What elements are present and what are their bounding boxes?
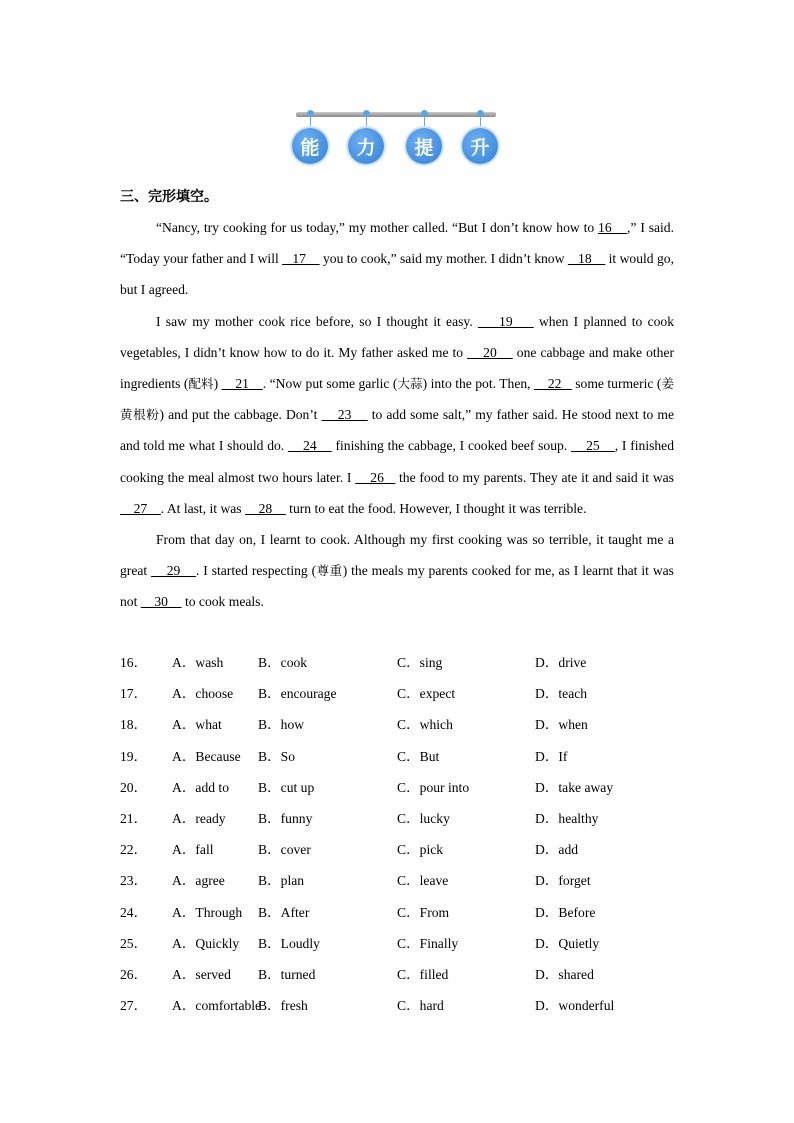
- option-c: C．leave: [397, 873, 449, 889]
- passage-text: it would go, but I agreed.: [120, 251, 674, 298]
- passage-text: when I planned to cook vegetables, I didn’t know how to do it. My father asked me to: [120, 313, 675, 360]
- banner-char: 提: [406, 128, 442, 164]
- option-b: B．funny: [258, 810, 313, 826]
- option-row: [120, 928, 680, 959]
- option-a: A．fall: [172, 842, 214, 858]
- option-a: A．what: [172, 717, 222, 733]
- option-a: A．Through: [172, 904, 243, 920]
- passage-text: . “Now put some garlic (: [262, 376, 398, 392]
- option-d: D．teach: [535, 686, 588, 702]
- passage-text: the food to my parents. They ate it and said it was: [395, 469, 674, 485]
- option-a: A．wash: [172, 655, 224, 670]
- passage-text: some turmeric (: [571, 376, 662, 392]
- option-c: C．But: [397, 748, 440, 764]
- option-d: D．Before: [535, 904, 596, 920]
- question-number: 16．: [120, 655, 148, 670]
- option-c: C．pour into: [397, 779, 470, 795]
- answer-blank: 18: [567, 251, 606, 267]
- option-row: [120, 959, 680, 990]
- answer-blank: 17: [282, 251, 320, 267]
- question-number: 21．: [120, 810, 148, 826]
- answer-blank: 28: [245, 500, 286, 516]
- question-number: 17．: [120, 686, 148, 702]
- option-row: [120, 865, 680, 896]
- answer-blank: 16: [598, 220, 628, 235]
- option-b: B．cook: [258, 655, 308, 670]
- option-c: C．Finally: [397, 935, 459, 951]
- option-a: A．served: [172, 966, 231, 982]
- question-number: 27．: [120, 998, 148, 1014]
- option-row: [120, 990, 680, 1021]
- question-number: 19．: [120, 748, 148, 764]
- option-row: [120, 647, 680, 678]
- passage-text: turn to eat the food. However, I thought it was terrible.: [285, 500, 587, 516]
- banner-char: 力: [348, 128, 384, 164]
- option-a: A．add to: [172, 779, 230, 795]
- option-d: D．wonderful: [535, 998, 615, 1014]
- passage-text: ) the meals my parents cooked for me, as I learnt that it was not: [120, 563, 674, 610]
- option-row: [120, 741, 680, 772]
- option-d: D．forget: [535, 873, 591, 889]
- answer-blank: 25: [571, 438, 615, 454]
- option-b: B．encourage: [258, 686, 337, 702]
- answer-blank: 22: [534, 376, 572, 392]
- option-a: A．choose: [172, 686, 234, 702]
- option-d: D．If: [535, 748, 568, 764]
- ability-banner: [292, 108, 504, 168]
- passage-text: . At last, it was: [160, 500, 245, 516]
- section-title: 三、完形填空。: [120, 189, 218, 205]
- passage-text: you to cook,” said my mother. I didn’t know: [319, 251, 568, 267]
- question-number: 20．: [120, 779, 148, 795]
- option-c: C．lucky: [397, 810, 450, 826]
- passage-text: 配料: [188, 376, 214, 392]
- passage-text: From that day on, I learnt to cook. Although my first cooking was so terrible, it taught me a great: [120, 532, 674, 579]
- passage-text: ): [213, 376, 222, 392]
- option-row: [120, 772, 680, 803]
- passage-text: . I started respecting (: [195, 563, 317, 579]
- passage-text: finishing the cabbage, I cooked beef soup.: [331, 438, 571, 454]
- option-row: [120, 834, 680, 865]
- option-b: B．turned: [258, 966, 316, 982]
- passage-text: , I finished cooking the meal almost two hours later. I: [120, 438, 675, 485]
- passage-text: to add some salt,” my father said. He stood next to me and told me what I should do.: [120, 407, 674, 454]
- option-c: C．expect: [397, 686, 456, 702]
- option-row: [120, 897, 680, 928]
- option-c: C．sing: [397, 655, 443, 670]
- question-number: 23．: [120, 873, 148, 889]
- option-c: C．filled: [397, 966, 449, 982]
- answer-blank: 19: [477, 313, 534, 329]
- passage-text: 尊重: [316, 563, 343, 579]
- banner-char: 能: [292, 128, 328, 164]
- cloze-passage: [120, 212, 674, 618]
- answer-blank: 29: [151, 563, 196, 579]
- passage-paragraph: [120, 524, 674, 618]
- question-number: 25．: [120, 935, 148, 951]
- option-a: A．Quickly: [172, 935, 240, 951]
- answer-blank: 24: [287, 438, 332, 454]
- passage-text: ,” I said. “Today your father and I will: [120, 220, 674, 267]
- options-list: [120, 647, 680, 1021]
- answer-blank: 21: [221, 376, 263, 392]
- passage-text: ) into the pot. Then,: [422, 376, 535, 392]
- passage-text: “Nancy, try cooking for us today,” my mother called. “But I don’t know how to: [156, 220, 599, 235]
- passage-text: one cabbage and make other ingredients (: [120, 344, 674, 392]
- banner-char: 升: [462, 128, 498, 164]
- passage-paragraph: [120, 306, 674, 524]
- passage-text: I saw my mother cook rice before, so I thought it easy.: [156, 313, 478, 329]
- option-row: [120, 709, 680, 740]
- option-a: A．agree: [172, 873, 225, 889]
- option-b: B．Loudly: [258, 935, 320, 951]
- passage-text: ) and put the cabbage. Don’t: [159, 407, 322, 423]
- option-b: B．cut up: [258, 779, 315, 795]
- option-d: D．add: [535, 842, 579, 858]
- question-number: 18．: [120, 717, 148, 733]
- option-a: A．comfortable: [172, 998, 262, 1014]
- passage-text: 大蒜: [397, 376, 423, 392]
- option-c: C．which: [397, 717, 453, 733]
- option-row: [120, 678, 680, 709]
- option-d: D．shared: [535, 966, 594, 982]
- passage-text: 姜黄根粉: [120, 376, 674, 423]
- option-c: C．From: [397, 904, 450, 920]
- option-b: B．plan: [258, 873, 305, 889]
- option-b: B．So: [258, 748, 296, 764]
- question-number: 26．: [120, 966, 148, 982]
- option-b: B．how: [258, 717, 305, 733]
- option-d: D．Quietly: [535, 935, 600, 951]
- option-a: A．Because: [172, 748, 241, 764]
- answer-blank: 26: [355, 469, 396, 485]
- option-row: [120, 803, 680, 834]
- answer-blank: 20: [467, 344, 513, 360]
- option-c: C．hard: [397, 998, 444, 1014]
- banner-bar: [296, 112, 496, 117]
- option-b: B．cover: [258, 842, 311, 858]
- option-d: D．when: [535, 717, 588, 733]
- question-number: 24．: [120, 904, 148, 920]
- option-d: D．healthy: [535, 810, 599, 826]
- question-number: 22．: [120, 842, 148, 858]
- passage-paragraph: [120, 212, 674, 306]
- answer-blank: 23: [321, 407, 368, 423]
- option-b: B．fresh: [258, 998, 308, 1014]
- option-c: C．pick: [397, 842, 444, 858]
- option-b: B．After: [258, 904, 310, 920]
- option-d: D．drive: [535, 655, 587, 670]
- option-d: D．take away: [535, 779, 614, 795]
- option-a: A．ready: [172, 810, 226, 826]
- answer-blank: 27: [120, 500, 161, 516]
- passage-text: to cook meals.: [181, 594, 264, 610]
- answer-blank: 30: [140, 594, 182, 610]
